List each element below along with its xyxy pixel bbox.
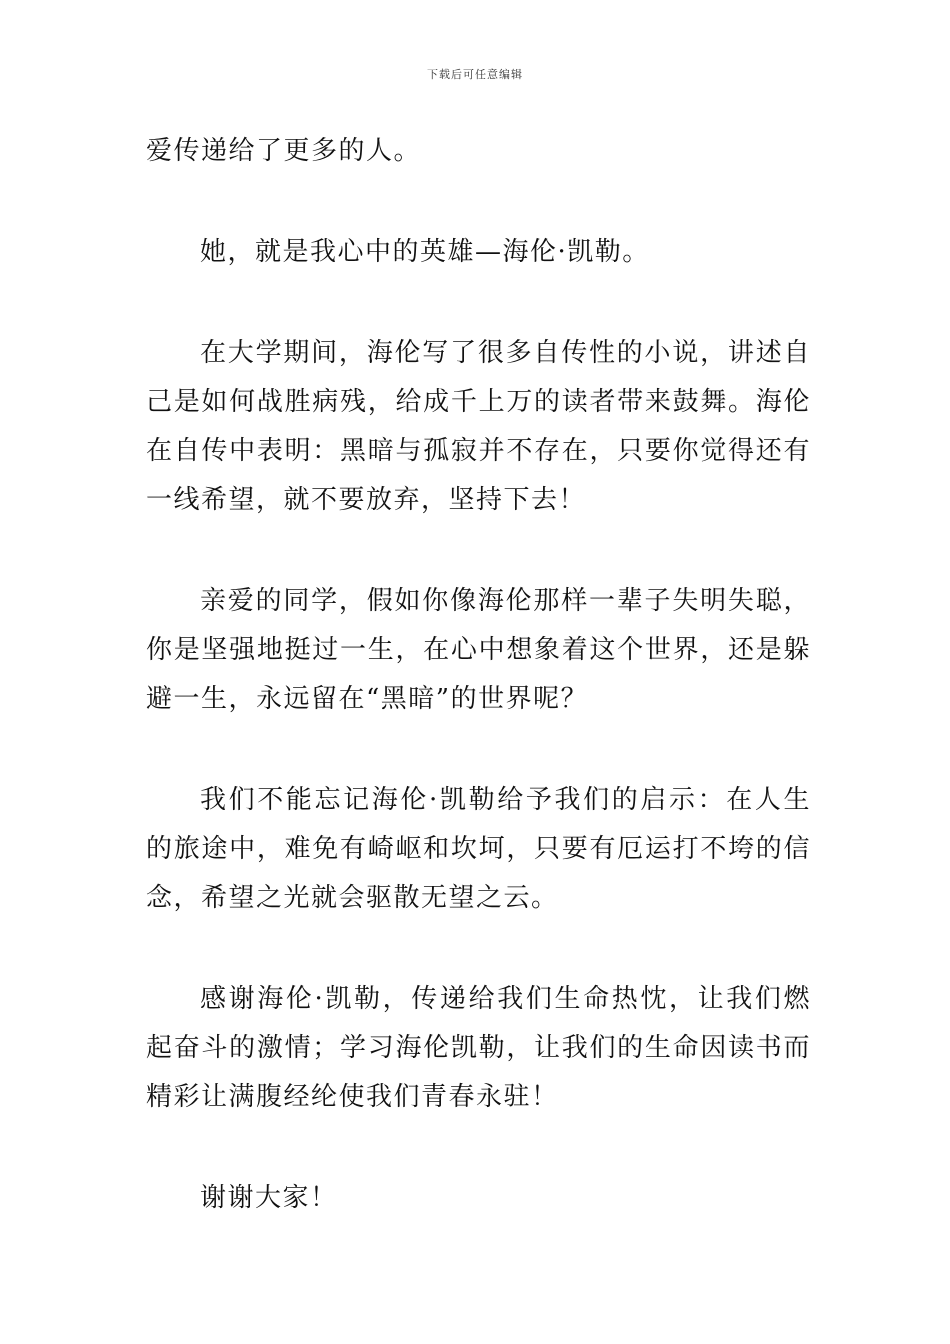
paragraph-continuation: 爱传递给了更多的人。	[146, 136, 422, 166]
paragraph-lesson: 我们不能忘记海伦·凯勒给予我们的启示：在人生的旅途中，难免有崎岖和坎坷，只要有厄运打不垮的信念，希望之光就会驱散无望之云。	[146, 785, 811, 913]
document-body	[146, 127, 811, 1223]
page-header-note: 下载后可任意编辑	[427, 68, 523, 81]
paragraph-hero-intro: 她，就是我心中的英雄—海伦·凯勒。	[200, 237, 650, 267]
paragraph-question: 亲爱的同学，假如你像海伦那样一辈子失明失聪，你是坚强地挺过一生，在心中想象着这个世界，还是躲避一生，永远留在“黑暗”的世界呢？	[146, 586, 811, 714]
paragraph-closing: 谢谢大家！	[200, 1183, 338, 1213]
paragraph-university: 在大学期间，海伦写了很多自传性的小说，讲述自己是如何战胜病残，给成千上万的读者带来鼓舞。海伦在自传中表明：黑暗与孤寂并不存在，只要你觉得还有一线希望，就不要放弃，坚持下去！	[146, 338, 811, 515]
paragraph-gratitude: 感谢海伦·凯勒，传递给我们生命热忱，让我们燃起奋斗的激情；学习海伦凯勒，让我们的生命因读书而精彩让满腹经纶使我们青春永驻！	[146, 984, 811, 1112]
